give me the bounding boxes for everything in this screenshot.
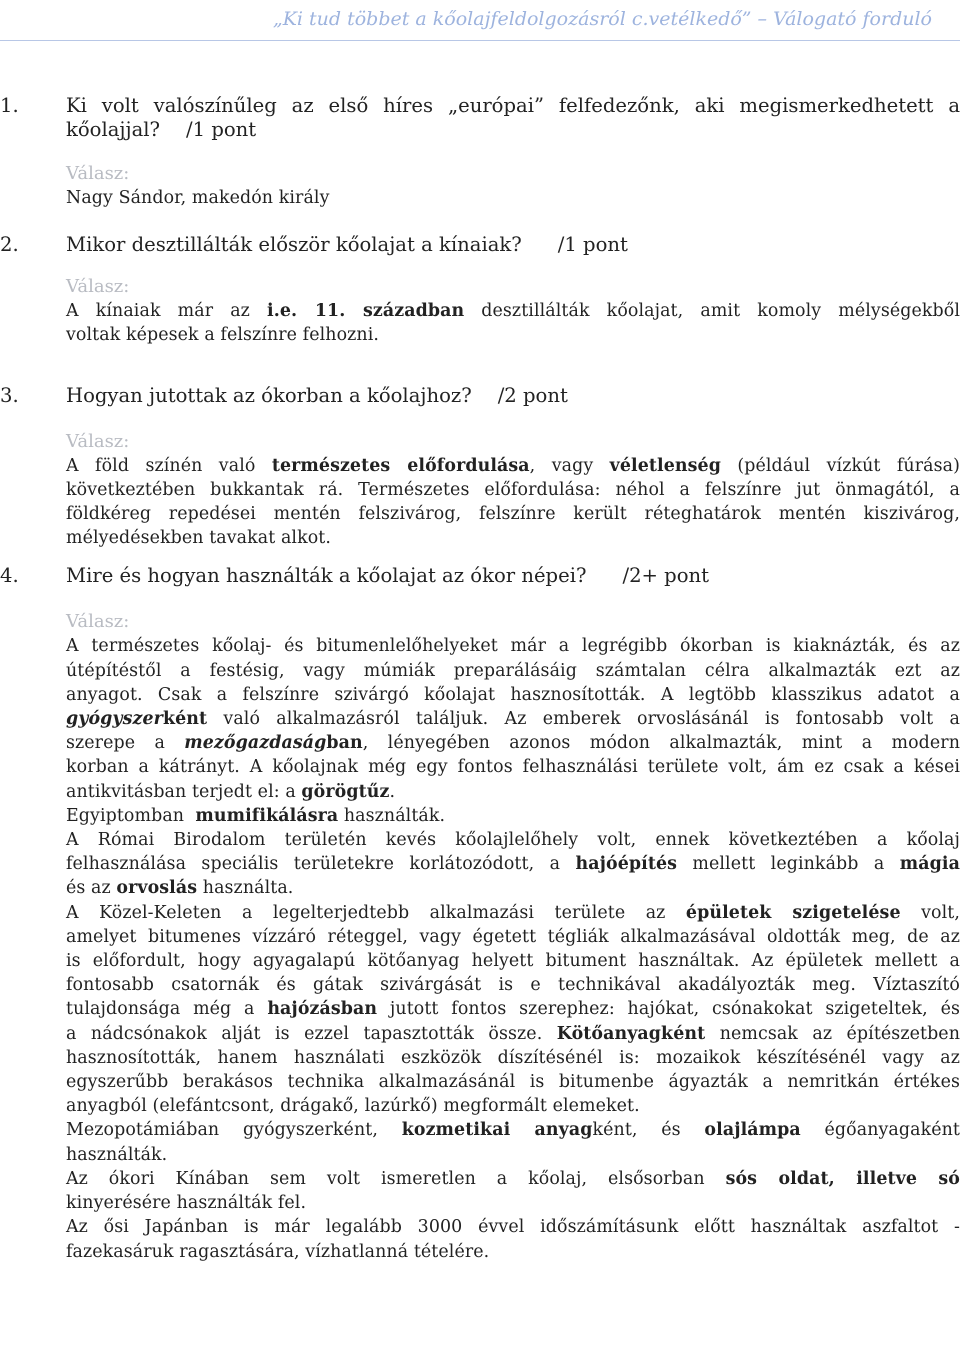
answer-label: Válasz: — [66, 611, 130, 633]
question-number: 2. — [0, 233, 19, 257]
question-2 — [0, 233, 960, 257]
question-1 — [0, 94, 960, 142]
question-points: /1 pont — [186, 118, 257, 141]
question-number: 1. — [0, 94, 19, 117]
answer-label: Válasz: — [66, 430, 130, 452]
answer-label: Válasz: — [66, 276, 130, 298]
question-text: Mikor desztillálták először kőolajat a kínaiak? — [66, 233, 522, 257]
question-number: 3. — [0, 383, 19, 407]
question-3 — [0, 384, 960, 408]
question-text: Ki volt valószínűleg az első híres „európai” felfedezőnk, aki megismerkedhetett a — [66, 94, 960, 117]
answer-text: A természetes kőolaj- és bitumenlelőhelyeket már a legrégibb ókorban is kiaknázták, és az útépítéstől a festésig, vagy múmiák preparálásáig számtalan célra alkalmazták ezt az anyagot. Csak a felszínre szivárgó kőolajat hasznosították. A legtöbb klasszikus adatot a gyógyszerként való alkalmazásról találjuk. Az emberek orvoslásánál is fontosabb volt a szerepe a mezőgazdaságban, lényegében azonos módon alkalmazták, mint a modern korban a kátrányt. A kőolajnak még egy fontos felhasználási területe volt, ám ez csak a kései antikvitásban terjedt el: a görögtűz. Egyiptomban mumifikálásra használták. A Római Birodalom területén kevés kőolajlelőhely volt, ennek következtében a kőolaj felhasználása speciális területekre korlátozódott, a hajóépítés mellett leginkább a mágia és az orvoslás használta. A Közel-Keleten a legelterjedtebb alkalmazási területe az épületek szigetelése volt, amelyet bitumenes vízzáró réteggel, vagy égetett tégliák alkalmazásával oldották meg, de az is előfordult, hogy agyagalapú kötőanyag helyett bitument használtak. Az épületek mellett a fontosabb csatornák és gátak szivárgását is e technikával akadályozták meg. Víztaszító tulajdonsága még a hajózásban jutott fontos szerephez: hajókat, csónakokat szigeteltek, és a nádcsónakok alját is ezzel tapasztották össze. Kötőanyagként nemcsak az építészetben hasznosították, hanem használati eszközök díszítésénél is: mozaikok készítésénél vagy az egyszerűbb berakásos technika alkalmazásánál is bitumenbe ágyazták a nemritkán értékes anyagból (elefántcsont, drágakő, lazúrkő) megformált elemeket. Mezopotámiában gyógyszerként, kozmetikai anyagként, és olajlámpa égőanyagaként használták. Az ókori Kínában sem volt ismeretlen a kőolaj, elsősorban sós oldat, illetve só kinyerésére használták fel. Az ősi Japánban is már legalább 3000 évvel időszámításunk előtt használtak aszfaltot - fazekasáruk ragasztására, vízhatlanná tételére. — [66, 636, 960, 1262]
header-divider — [0, 40, 960, 41]
document-header: „Ki tud többet a kőolajfeldolgozásról c.vetélkedő” – Válogató forduló — [272, 8, 932, 30]
answer-text: Nagy Sándor, makedón király — [66, 188, 330, 208]
question-text: Mire és hogyan használták a kőolajat az ókor népei? — [66, 564, 587, 588]
question-points: /2+ pont — [622, 564, 710, 588]
question-text: kőolajjal? — [66, 118, 161, 141]
question-text: Hogyan jutottak az ókorban a kőolajhoz? — [66, 383, 472, 407]
question-number: 4. — [0, 564, 19, 588]
question-4 — [0, 564, 960, 588]
question-points: /1 pont — [557, 233, 628, 257]
answer-text: A föld színén való természetes előfordulása, vagy véletlenség (például vízkút fúrása) következtében bukkantak rá. Természetes előfordulása: néhol a felszínre jut önmagától, a földkéreg repedései mentén felszivárog, felszínre került réteghatárok mentén kiszivárog, mélyedésekben tavakat alkot. — [66, 455, 960, 549]
document-body — [0, 94, 960, 1264]
answer-text: A kínaiak már az i.e. 11. században desztillálták kőolajat, amit komoly mélységekből voltak képesek a felszínre felhozni. — [66, 301, 960, 346]
question-points: /2 pont — [497, 383, 568, 407]
answer-label: Válasz: — [66, 163, 130, 184]
